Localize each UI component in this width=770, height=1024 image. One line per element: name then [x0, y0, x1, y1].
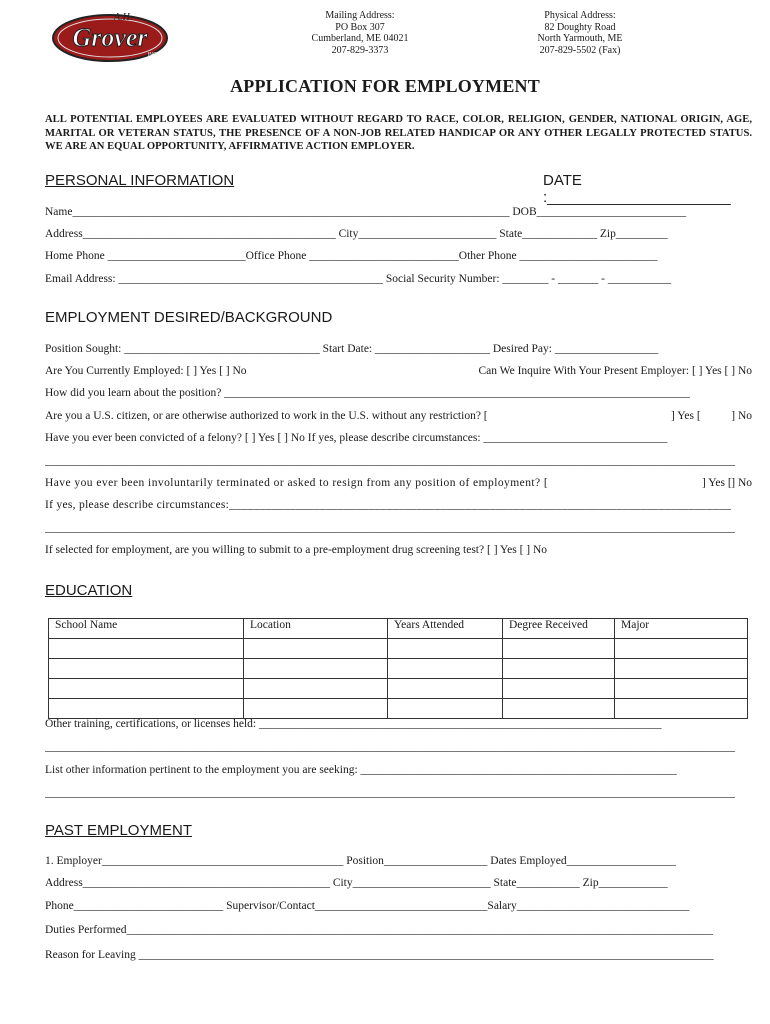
col-location: Location — [244, 619, 388, 639]
other-info-line[interactable]: List other information pertinent to the employment you are seeking: _______________________________________________________ — [45, 764, 677, 776]
mailing-line2: Cumberland, ME 04021 — [311, 33, 409, 44]
learn-position-line[interactable]: How did you learn about the position? _________________________________________________________________________________ — [45, 387, 690, 399]
duties-line[interactable]: Duties Performed______________________________________________________________________________________________________ — [45, 924, 713, 936]
logo-main-text: Grover — [72, 23, 148, 52]
physical-address — [520, 10, 640, 56]
education-heading: EDUCATION — [45, 582, 133, 599]
eeo-statement: ALL POTENTIAL EMPLOYEES ARE EVALUATED WITHOUT REGARD TO RACE, COLOR, RELIGION, GENDER, NATIONAL ORIGIN, AGE, MARITAL OR VETERAN STATUS, THE PRESENCE OF A NON-JOB RELATED HANDICAP OR ANY OTHER LEGALLY PROTECTED STATUS. WE ARE AN EQUAL OPPORTUNITY, AFFIRMATIVE ACTION EMPLOYER. — [45, 114, 752, 152]
logo-top-text: A.H. — [114, 12, 133, 23]
table-row[interactable] — [49, 659, 748, 679]
date-field[interactable]: DATE :______________________ — [543, 172, 731, 206]
table-row[interactable] — [49, 679, 748, 699]
physical-line3: 207-829-5502 (Fax) — [539, 44, 621, 56]
education-header-row — [49, 619, 748, 639]
citizen-row[interactable] — [45, 410, 752, 422]
physical-line2: North Yarmouth, ME — [537, 33, 623, 44]
terminated-blank-line[interactable]: ________________________________________________________________________________________________________________________ — [45, 522, 735, 534]
reason-leaving-line[interactable]: Reason for Leaving ____________________________________________________________________________________________________ — [45, 949, 714, 961]
inquire-employer-question[interactable]: Can We Inquire With Your Present Employer: [ ] Yes [ ] No — [478, 365, 752, 377]
terminated-question: Have you ever been involuntarily terminated or asked to resign from any position of employment? [ — [45, 477, 549, 489]
col-major: Major — [615, 619, 748, 639]
physical-label: Physical Address: — [544, 10, 616, 21]
employer-line[interactable]: 1. Employer__________________________________________ Position__________________ Dates Employed___________________ — [45, 855, 676, 867]
col-school-name: School Name — [49, 619, 244, 639]
mailing-line3: 207-829-3373 — [331, 44, 389, 56]
physical-line1: 82 Doughty Road — [544, 21, 616, 33]
currently-employed-row — [45, 365, 752, 377]
felony-line[interactable]: Have you ever been convicted of a felony? [ ] Yes [ ] No If yes, please describe circumstances: ________________________________ — [45, 432, 668, 444]
mailing-label: Mailing Address: — [325, 10, 395, 21]
name-dob-line[interactable]: Name____________________________________________________________________________ DOB__________________________ — [45, 206, 687, 218]
education-table — [48, 618, 748, 719]
drug-test-line[interactable]: If selected for employment, are you willing to submit to a pre-employment drug screening test? [ ] Yes [ ] No — [45, 544, 548, 556]
citizen-question: Are you a U.S. citizen, or are otherwise authorized to work in the U.S. without any restriction? [ — [45, 410, 488, 422]
citizen-no[interactable]: ] No — [731, 410, 752, 422]
terminated-yes[interactable]: ] Yes [ — [702, 477, 732, 489]
other-info-blank-line[interactable]: ________________________________________________________________________________________________________________________ — [45, 787, 735, 799]
terminated-row[interactable] — [45, 477, 752, 489]
personal-heading: PERSONAL INFORMATION — [45, 172, 235, 189]
other-training-blank-line[interactable]: ________________________________________________________________________________________________________________________ — [45, 741, 735, 753]
col-degree-received: Degree Received — [503, 619, 615, 639]
company-logo — [50, 8, 170, 64]
mailing-address — [300, 10, 420, 56]
table-row[interactable] — [49, 639, 748, 659]
address-line[interactable]: Address____________________________________________ City________________________ State_____________ Zip_________ — [45, 228, 668, 240]
past-phone-line[interactable]: Phone__________________________ Supervisor/Contact______________________________Salary______________________________ — [45, 900, 690, 912]
mailing-line1: PO Box 307 — [335, 21, 385, 33]
employment-heading: EMPLOYMENT DESIRED/BACKGROUND — [45, 309, 333, 326]
position-line[interactable]: Position Sought: __________________________________ Start Date: ____________________ Desired Pay: __________________ — [45, 343, 659, 355]
logo-suffix: INC. — [148, 52, 158, 58]
citizen-yes[interactable]: ] Yes [ — [671, 410, 701, 422]
phone-line[interactable]: Home Phone ________________________Office Phone __________________________Other Phone ________________________ — [45, 250, 658, 262]
currently-employed-question[interactable]: Are You Currently Employed: [ ] Yes [ ] No — [45, 365, 247, 377]
col-years-attended: Years Attended — [388, 619, 503, 639]
table-row[interactable] — [49, 699, 748, 719]
past-employment-heading: PAST EMPLOYMENT — [45, 822, 192, 839]
terminated-no[interactable]: ] No — [731, 477, 752, 489]
page-title: APPLICATION FOR EMPLOYMENT — [230, 76, 540, 96]
felony-blank-line[interactable]: ________________________________________________________________________________________________________________________ — [45, 455, 735, 467]
terminated-desc-line[interactable]: If yes, please describe circumstances:___________________________________________________________________________________ — [45, 499, 732, 511]
email-ssn-line[interactable]: Email Address: ______________________________________________ Social Security Number: ________ - _______ - ___________ — [45, 273, 672, 285]
past-address-line[interactable]: Address___________________________________________ City________________________ State___________ Zip____________ — [45, 877, 668, 889]
other-training-line[interactable]: Other training, certifications, or licenses held: ______________________________________________________________________ — [45, 718, 662, 730]
